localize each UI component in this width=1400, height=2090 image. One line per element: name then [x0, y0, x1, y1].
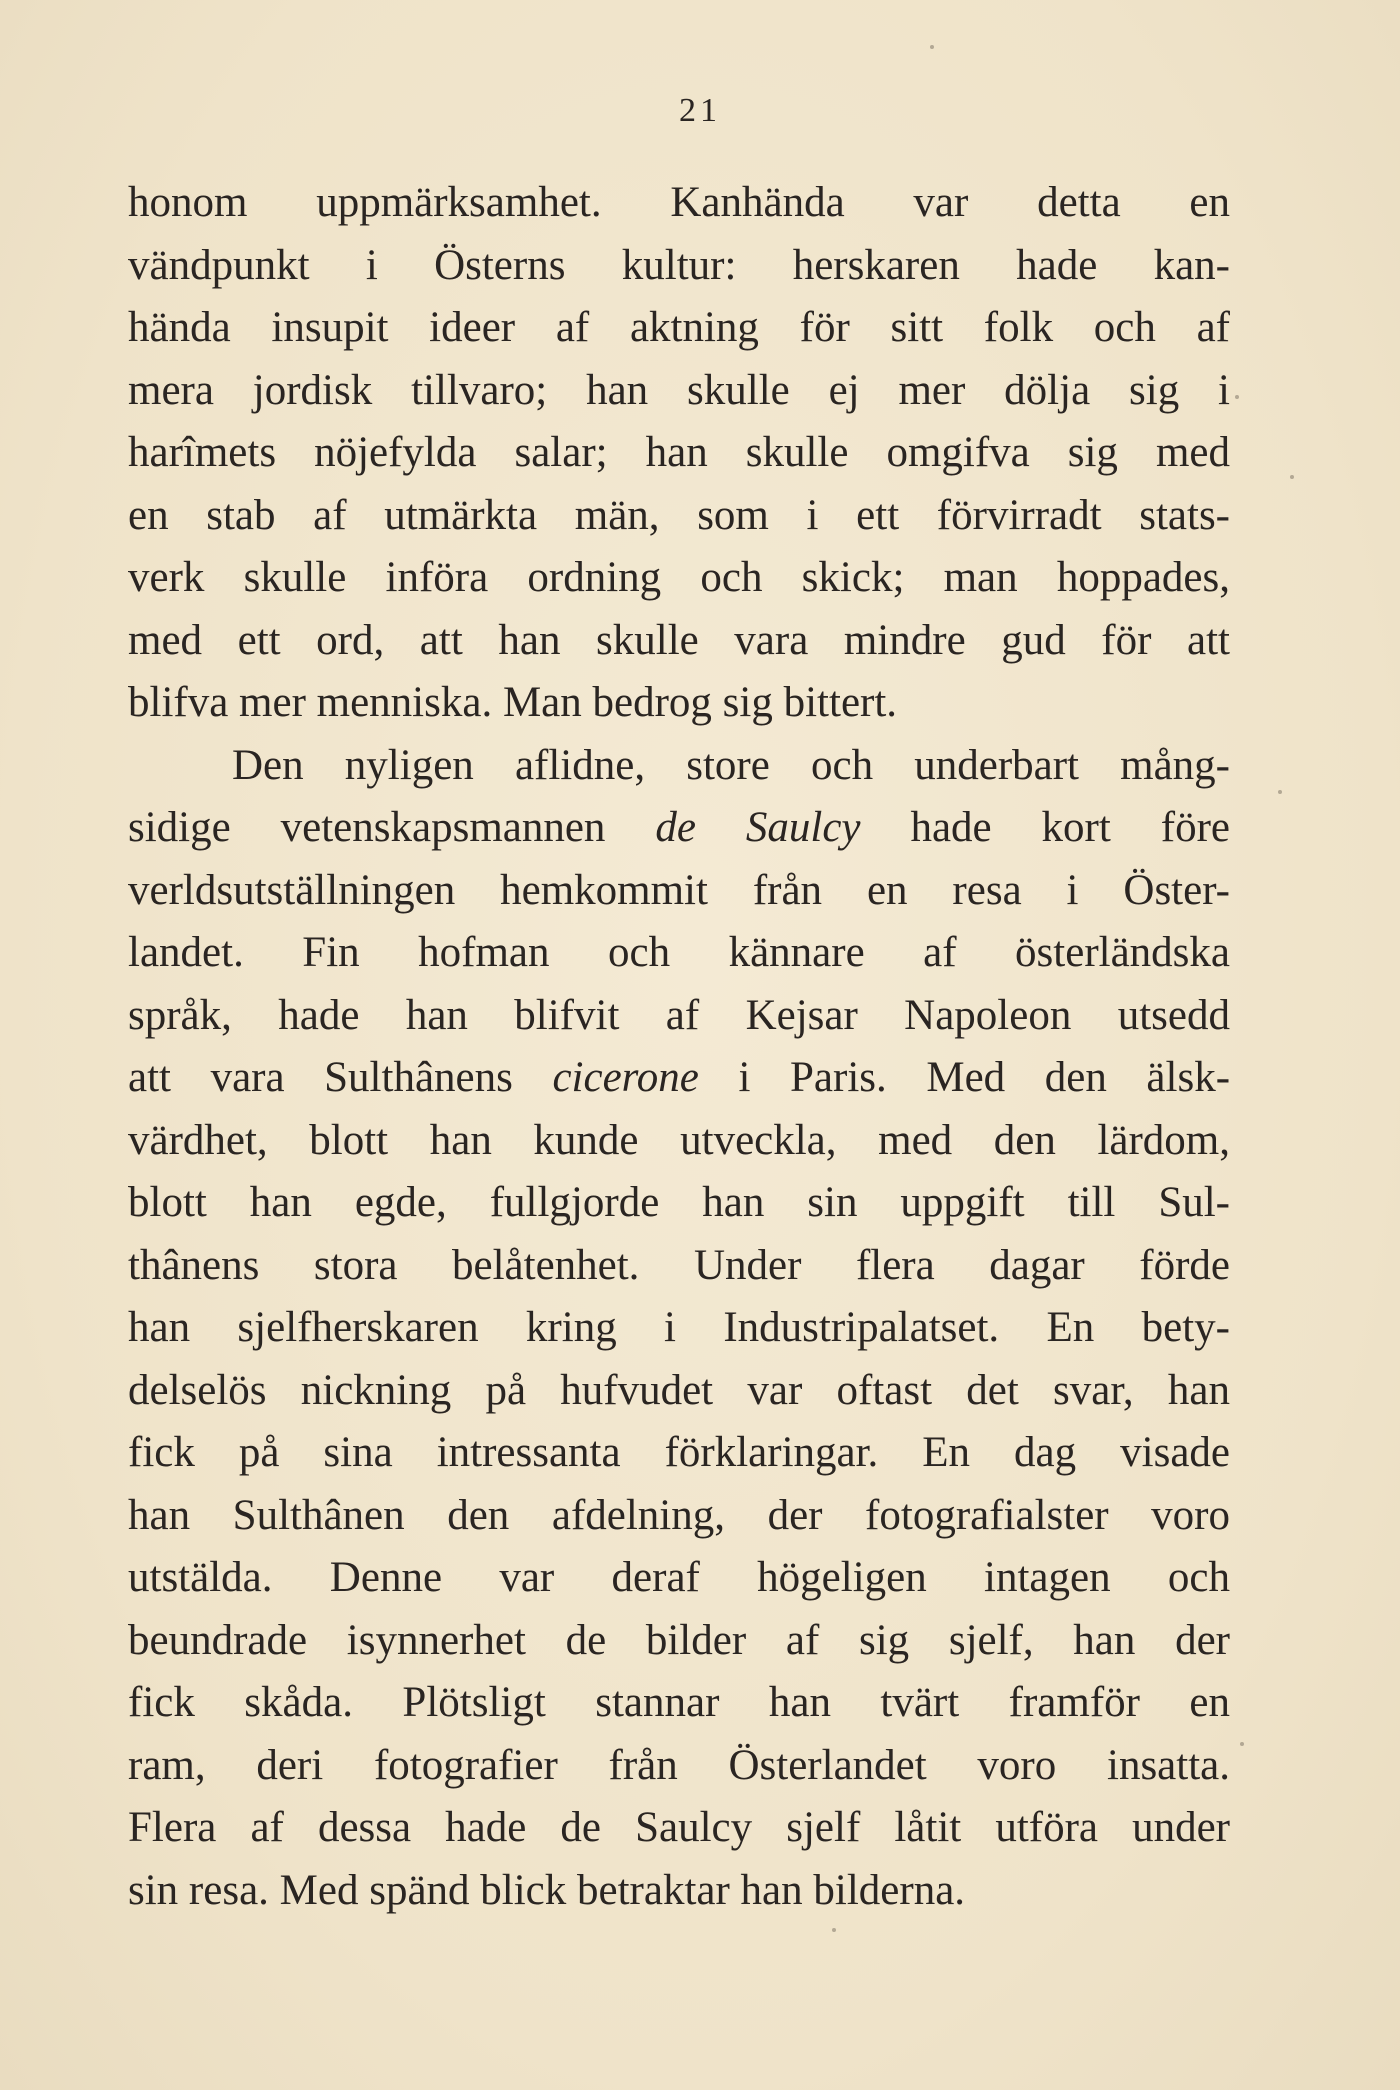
text-line: beundrade isynnerhet de bilder af sig sjelf, han der	[128, 1616, 1230, 1664]
text-line: verldsutställningen hemkommit från en resa i Öster-	[128, 866, 1230, 914]
paper-speck	[1278, 790, 1282, 794]
page-number: 21	[679, 92, 721, 129]
text-line: utstälda. Denne var deraf högeligen intagen och	[128, 1554, 1230, 1601]
paper-speck	[1290, 475, 1294, 479]
text-line: thânens stora belåtenhet. Under flera dagar förde	[128, 1241, 1230, 1289]
text-segment: i Paris. Med den älsk-	[738, 1054, 1231, 1101]
text-line: blott han egde, fullgjorde han sin uppgift till Sul-	[128, 1179, 1230, 1226]
text-line: harîmets nöjefylda salar; han skulle omgifva sig med	[128, 429, 1230, 476]
text-line: ram, deri fotografier från Österlandet voro insatta.	[128, 1741, 1230, 1789]
text-line: en stab af utmärkta män, som i ett förvirradt stats-	[128, 491, 1230, 539]
text-line: Den nyligen aflidne, store och underbart mång-	[232, 741, 1230, 789]
text-line: han Sulthânen den afdelning, der fotografialster voro	[128, 1491, 1230, 1539]
text-line: mera jordisk tillvaro; han skulle ej mer dölja sig i	[128, 366, 1230, 414]
italic-name: de Saulcy	[655, 804, 861, 851]
paper-speck	[1240, 1742, 1244, 1746]
text-line: hända insupit ideer af aktning för sitt folk och af	[128, 304, 1230, 351]
text-segment: hade kort före	[910, 804, 1230, 851]
body-text	[128, 172, 1230, 1922]
text-line: delselös nickning på hufvudet var oftast det svar, han	[128, 1366, 1230, 1414]
text-line: landet. Fin hofman och kännare af österländska	[128, 929, 1230, 976]
paper-speck	[930, 45, 934, 49]
text-line: med ett ord, att han skulle vara mindre gud för att	[128, 616, 1230, 664]
text-line: sin resa. Med spänd blick betraktar han bilderna.	[128, 1866, 966, 1914]
text-segment: att vara Sulthânens	[128, 1054, 513, 1101]
text-line	[128, 1047, 1230, 1110]
paper-speck	[832, 1928, 836, 1932]
text-line: honom uppmärksamhet. Kanhända var detta en	[128, 179, 1230, 226]
text-line: verk skulle införa ordning och skick; man hoppades,	[128, 554, 1230, 601]
text-line: språk, hade han blifvit af Kejsar Napoleon utsedd	[128, 991, 1230, 1039]
text-line: han sjelfherskaren kring i Industripalatset. En bety-	[128, 1304, 1230, 1351]
text-line: värdhet, blott han kunde utveckla, med den lärdom,	[128, 1116, 1230, 1164]
text-line: vändpunkt i Österns kultur: herskaren hade kan-	[128, 241, 1230, 289]
text-line: Flera af dessa hade de Saulcy sjelf låtit utföra under	[128, 1804, 1230, 1851]
text-line	[128, 797, 1230, 860]
text-line: fick på sina intressanta förklaringar. En dag visade	[128, 1429, 1230, 1476]
text-segment: sidige vetenskapsmannen	[128, 804, 606, 851]
italic-word: cicerone	[552, 1054, 699, 1101]
paper-speck	[1235, 395, 1239, 399]
text-line: fick skåda. Plötsligt stannar han tvärt framför en	[128, 1679, 1230, 1726]
text-line: blifva mer menniska. Man bedrog sig bittert.	[128, 679, 898, 726]
